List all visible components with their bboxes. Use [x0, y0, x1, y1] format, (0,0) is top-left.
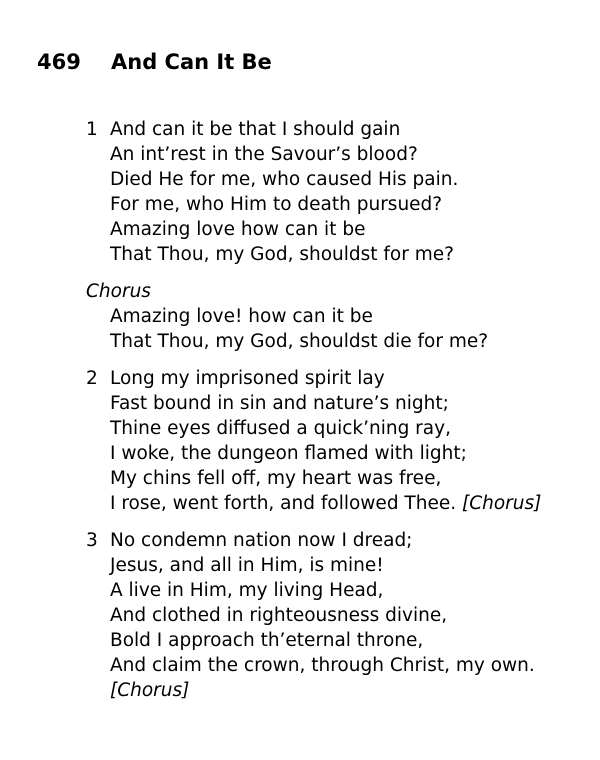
chorus-lines — [86, 304, 586, 354]
verse-1 — [86, 117, 586, 267]
hymn-body — [86, 117, 586, 715]
verse-line: An int’rest in the Savour’s blood? — [110, 144, 418, 165]
verse-line: Amazing love how can it be — [110, 219, 366, 240]
verse-line: Died He for me, who caused His pain. — [110, 169, 459, 190]
verse-number: 1 — [86, 119, 98, 140]
verse-line: My chins fell off, my heart was free, — [110, 468, 442, 489]
verse-line: That Thou, my God, shouldst for me? — [110, 244, 454, 265]
verse-number: 2 — [86, 368, 98, 389]
chorus-line: Amazing love! how can it be — [110, 306, 373, 327]
hymn-number: 469 — [37, 50, 81, 74]
verse-line: Fast bound in sin and nature’s night; — [110, 393, 449, 414]
verse-line: For me, who Him to death pursued? — [110, 194, 443, 215]
hymn-header — [37, 48, 272, 76]
hymn-title: And Can It Be — [111, 50, 272, 74]
chorus-reference: [Chorus] — [462, 493, 542, 514]
verse-line: Jesus, and all in Him, is mine! — [110, 555, 384, 576]
verse-2 — [86, 366, 586, 516]
verse-line: Long my imprisoned spirit lay — [110, 368, 385, 389]
verse-line: No condemn nation now I dread; — [110, 530, 413, 551]
verse-last-line — [110, 491, 586, 516]
verse-line: Bold I approach th’eternal throne, — [110, 630, 424, 651]
chorus-reference: [Chorus] — [110, 680, 190, 701]
verse-line: I woke, the dungeon flamed with light; — [110, 443, 467, 464]
chorus-label: Chorus — [86, 281, 151, 302]
verse-3 — [86, 528, 586, 703]
verse-line: A live in Him, my living Head, — [110, 580, 384, 601]
chorus-line: That Thou, my God, shouldst die for me? — [110, 331, 489, 352]
verse-line-text: I rose, went forth, and followed Thee. — [110, 493, 457, 514]
chorus — [86, 279, 586, 354]
verse-number: 3 — [86, 530, 98, 551]
verse-line: And can it be that I should gain — [110, 119, 401, 140]
verse-line: And claim the crown, through Christ, my own. — [110, 655, 535, 676]
verse-line: And clothed in righteousness divine, — [110, 605, 448, 626]
verse-line: Thine eyes diffused a quick’ning ray, — [110, 418, 451, 439]
